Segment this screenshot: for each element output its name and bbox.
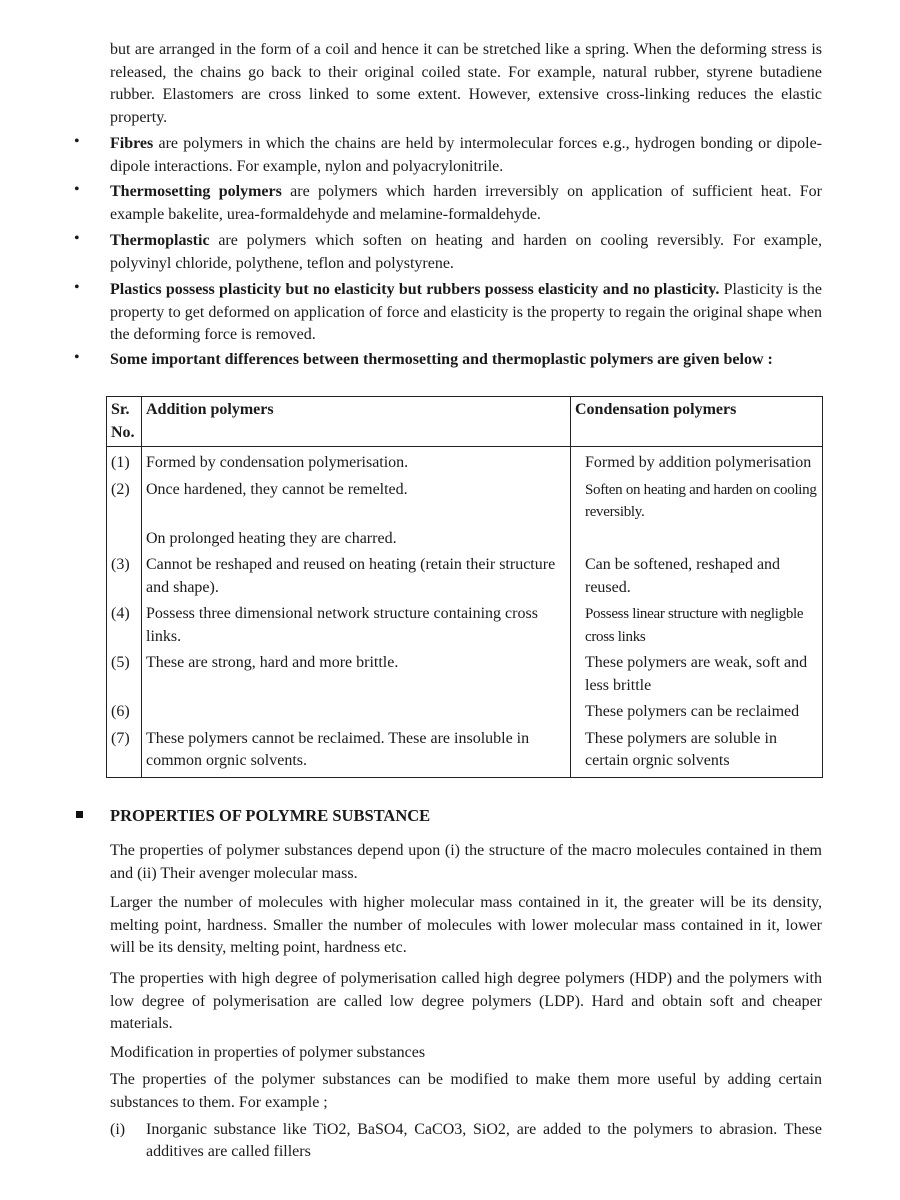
header-sr: Sr. No. — [107, 397, 142, 447]
cell: Formed by condensation polymerisation. — [142, 447, 571, 477]
term: Some important differences between thermosetting and thermoplastic polymers are given below : — [110, 351, 773, 368]
cell: (2) — [107, 477, 142, 526]
cell — [107, 526, 142, 553]
cell: (6) — [107, 699, 142, 726]
comparison-table — [106, 396, 823, 778]
cell: (3) — [107, 552, 142, 601]
cell: (4) — [107, 601, 142, 650]
cell: (7) — [107, 726, 142, 778]
cell: Possess linear structure with negligble cross links — [585, 606, 804, 645]
bullet-icon: • — [74, 279, 80, 296]
table-row — [107, 526, 823, 553]
term: Fibres — [110, 135, 154, 152]
list-item: Inorganic substance like TiO2, BaSO4, CaCO3, SiO2, are added to the polymers to abrasion. These additives are called fillers — [146, 1121, 822, 1160]
bullet-icon: • — [74, 181, 80, 198]
term: Thermoplastic — [110, 232, 210, 249]
table-row — [107, 477, 823, 526]
bullet-differences — [110, 349, 822, 372]
cell: (1) — [107, 447, 142, 477]
table-row — [107, 726, 823, 778]
cell: These polymers can be reclaimed — [585, 703, 800, 720]
bullet-text: are polymers in which the chains are held by intermolecular forces e.g., hydrogen bonding or dipole-dipole interactions. For example, nylon and polyacrylonitrile. — [110, 135, 822, 175]
paragraph: The properties of the polymer substances can be modified to make them more useful by adding certain substances to them. For example ; — [110, 1071, 822, 1111]
section-heading: PROPERTIES OF POLYMRE SUBSTANCE — [110, 806, 431, 825]
square-bullet-icon — [76, 811, 83, 818]
table-row — [107, 650, 823, 699]
cell: Soften on heating and harden on cooling reversibly. — [585, 481, 817, 520]
cell: On prolonged heating they are charred. — [142, 526, 571, 553]
table-header-row — [107, 397, 823, 447]
bullet-icon: • — [74, 133, 80, 150]
bullet-thermoplastic — [110, 230, 822, 275]
header-condensation: Condensation polymers — [571, 397, 823, 447]
cell: Can be softened, reshaped and reused. — [585, 556, 781, 596]
cell: These polymers cannot be reclaimed. These are insoluble in common orgnic solvents. — [142, 726, 571, 778]
paragraph: Modification in properties of polymer substances — [110, 1044, 426, 1061]
cell: Formed by addition polymerisation — [585, 454, 812, 471]
cell — [571, 526, 823, 553]
cell: Cannot be reshaped and reused on heating (retain their structure and shape). — [142, 552, 571, 601]
list-number: (i) — [110, 1121, 126, 1138]
cell: These are strong, hard and more brittle. — [142, 650, 571, 699]
cell — [142, 699, 571, 726]
cell: (5) — [107, 650, 142, 699]
cell: These polymers are weak, soft and less brittle — [585, 654, 808, 694]
bullet-text: are polymers which harden irreversibly on application of sufficient heat. For example bakelite, urea-formaldehyde and melamine-formaldehyde. — [110, 183, 823, 223]
cell: These polymers are soluble in certain orgnic solvents — [585, 729, 777, 769]
bullet-icon: • — [74, 230, 80, 247]
table-row — [107, 552, 823, 601]
bullet-plastics — [110, 279, 822, 347]
paragraph: Larger the number of molecules with higher molecular mass contained in it, the greater will be its density, melting point, hardness. Smaller the number of molecules with lower molecular mass contained in it, lower will be its density, melting point, hardness etc. — [110, 894, 822, 956]
bullet-text: Plasticity is the property to get deformed on application of force and elasticity is the property to regain the original shape when the deforming force is removed. — [110, 281, 822, 343]
table-row — [107, 699, 823, 726]
cell: Once hardened, they cannot be remelted. — [142, 477, 571, 526]
paragraph: The properties of polymer substances depend upon (i) the structure of the macro molecules contained in them and (ii) Their avenger molecular mass. — [110, 842, 822, 882]
header-addition: Addition polymers — [142, 397, 571, 447]
bullet-icon: • — [74, 349, 80, 366]
paragraph: The properties with high degree of polymerisation called high degree polymers (HDP) and the polymers with low degree of polymerisation are called low degree polymers (LDP). Hard and obtain soft and cheaper materials. — [110, 970, 822, 1032]
term: Thermosetting polymers — [110, 183, 282, 200]
table-row — [107, 447, 823, 477]
bullet-fibres — [110, 133, 822, 178]
cell: Possess three dimensional network structure containing cross links. — [142, 601, 571, 650]
term: Plastics possess plasticity but no elasticity but rubbers possess elasticity and no plasticity. — [110, 281, 720, 298]
bullet-thermosetting — [110, 181, 822, 226]
intro-paragraph: but are arranged in the form of a coil and hence it can be stretched like a spring. When the deforming stress is released, the chains go back to their original coiled state. For example, natural rubber, styrene butadiene rubber. Elastomers are cross linked to some extent. However, extensive cross-linking reduces the elastic property. — [110, 41, 822, 126]
bullet-text: are polymers which soften on heating and harden on cooling reversibly. For example, polyvinyl chloride, polythene, teflon and polystyrene. — [110, 232, 822, 272]
table-row — [107, 601, 823, 650]
